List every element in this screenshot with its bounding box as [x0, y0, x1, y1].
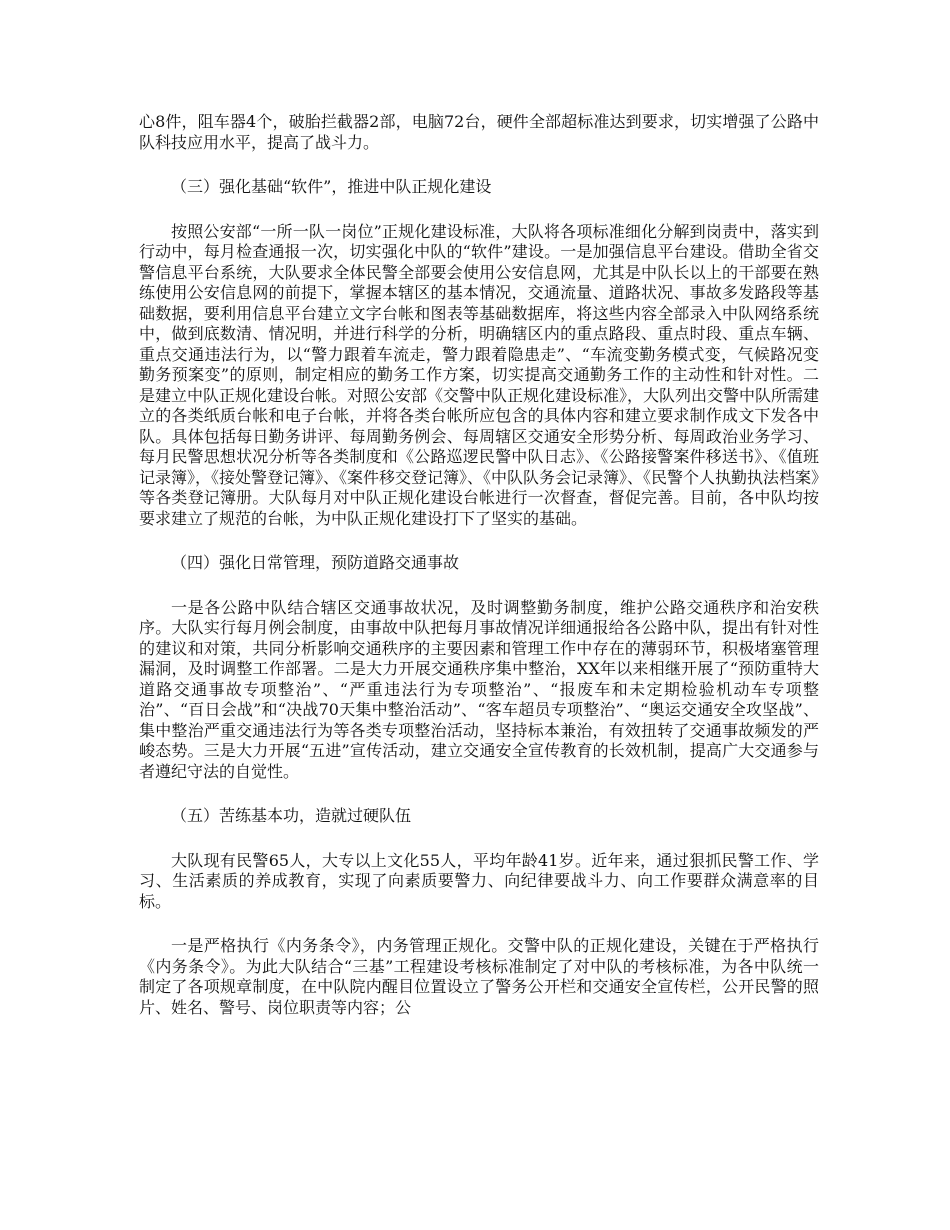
section-heading-3: （三）强化基础“软件”，推进中队正规化建设 — [171, 177, 492, 196]
paragraph-continuation: 心8件，阻车器4个，破胎拦截器2部，电脑72台，硬件全部超标准达到要求，切实增强了公路中队科技应用水平，提高了战斗力。 — [139, 112, 819, 152]
paragraph-daily-management: 一是各公路中队结合辖区交通事故状况，及时调整勤务制度，维护公路交通秩序和治安秩序。大队实行每月例会制度，由事故中队把每月事故情况详细通报给各公路中队，提出有针对性的建议和对策，共同分析影响交通秩序的主要因素和管理工作中存在的薄弱环节，积极堵塞管理漏洞，及时调整工作部署。二是大力开展交通秩序集中整治，XX年以来相继开展了“预防重特大道路交通事故专项整治”、“严重违法行为专项整治”、“报废车和未定期检验机动车专项整治”、“百日会战”和“决战70天集中整治活动”、“客车超员专项整治”、“奥运交通安全攻坚战”、集中整治严重交通违法行为等各类专项整治活动，坚持标本兼治，有效扭转了交通事故频发的严峻态势。三是大力开展“五进”宣传活动，建立交通安全宣传教育的长效机制，提高广大交通参与者遵纪守法的自觉性。 — [139, 597, 819, 781]
spacer — [139, 574, 819, 598]
section-heading-5: （五）苦练基本功，造就过硬队伍 — [171, 806, 412, 825]
paragraph-team-overview: 大队现有民警65人，大专以上文化55人，平均年龄41岁。近年来，通过狠抓民警工作、学习、生活素质的养成教育，实现了向素质要警力、向纪律要战斗力、向工作要群众满意率的目标。 — [139, 850, 819, 911]
spacer — [139, 827, 819, 851]
spacer — [139, 782, 819, 806]
paragraph-software-construction: 按照公安部“一所一队一岗位”正规化建设标准，大队将各项标准细化分解到岗责中，落实到行动中，每月检查通报一次，切实强化中队的“软件”建设。一是加强信息平台建设。借助全省交警信息平台系统，大队要求全体民警全部要会使用公安信息网，尤其是中队长以上的干部要在熟练使用公安信息网的前提下，掌握本辖区的基本情况，交通流量、道路状况、事故多发路段等基础数据，要利用信息平台建立文字台帐和图表等基础数据库，将这些内容全部录入中队网络系统中，做到底数清、情况明，并进行科学的分析，明确辖区内的重点路段、重点时段、重点车辆、重点交通违法行为，以“警力跟着车流走，警力跟着隐患走”、“车流变勤务模式变，气候路况变勤务预案变”的原则，制定相应的勤务工作方案，切实提高交通勤务工作的主动性和针对性。二是建立中队正规化建设台帐。对照公安部《交警中队正规化建设标准》，大队列出交警中队所需建立的各类纸质台帐和电子台帐，并将各类台帐所应包含的具体内容和建立要求制作成文下发各中队。具体包括每日勤务讲评、每周勤务例会、每周辖区交通安全形势分析、每周政治业务学习、每月民警思想状况分析等各类制度和《公路巡逻民警中队日志》、《公路接警案件移送书》、《值班记录簿》，《接处警登记簿》、《案件移交登记簿》、《中队队务会记录簿》、《民警个人执勤执法档案》等各类登记簿册。大队每月对中队正规化建设台帐进行一次督查，督促完善。目前，各中队均按要求建立了规范的台帐，为中队正规化建设打下了坚实的基础。 — [139, 221, 820, 528]
spacer — [139, 529, 819, 553]
paragraph-internal-affairs: 一是严格执行《内务条令》，内务管理正规化。交警中队的正规化建设，关键在于严格执行《内务条令》。为此大队结合“三基”工程建设考核标准制定了对中队的考核标准，为各中队统一制定了各项规章制度，在中队院内醒目位置设立了警务公开栏和交通安全宣传栏，公开民警的照片、姓名、警号、岗位职责等内容；公 — [139, 936, 819, 1017]
spacer — [139, 153, 819, 177]
section-heading-4: （四）强化日常管理，预防道路交通事故 — [171, 553, 460, 572]
document-page — [139, 112, 819, 1018]
spacer — [139, 198, 819, 222]
spacer — [139, 912, 819, 936]
